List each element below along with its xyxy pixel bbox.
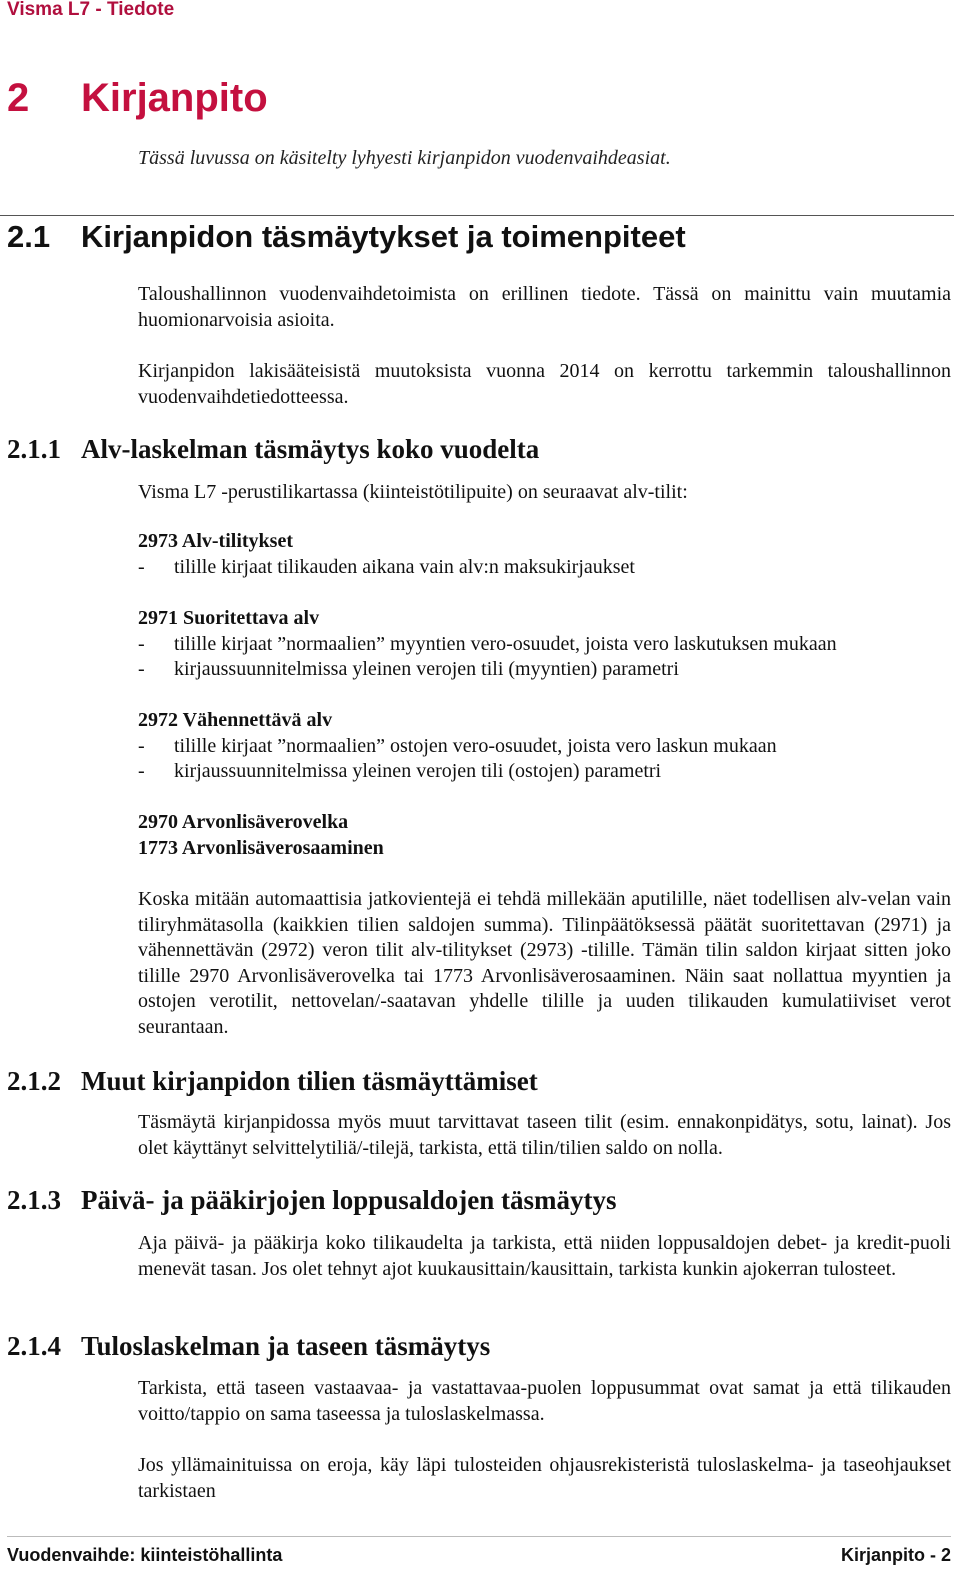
chapter-title: Kirjanpito: [81, 76, 268, 120]
subsection-heading-2-1-3: [7, 1185, 617, 1216]
section-heading: [7, 219, 686, 255]
section-number: 2.1: [7, 219, 51, 254]
bullet-dash: -: [138, 760, 145, 782]
subsection-title: Tuloslaskelman ja taseen täsmäytys: [81, 1331, 491, 1361]
running-header: Visma L7 - Tiedote: [7, 0, 175, 20]
subsection-title: Päivä- ja pääkirjojen loppusaldojen täsmäytys: [81, 1185, 617, 1215]
list-item: [138, 633, 837, 656]
bullet-dash: -: [138, 633, 145, 655]
subsection-title: Alv-laskelman täsmäytys koko vuodelta: [81, 434, 540, 464]
bullet-dash: -: [138, 556, 145, 578]
subsection-number: 2.1.4: [7, 1331, 61, 1361]
subsection-paragraph: Tarkista, että taseen vastaavaa- ja vastattavaa-puolen loppusummat ovat samat ja että tilikauden voitto/tappio on sama taseessa ja tuloslaskelmassa.: [138, 1377, 951, 1425]
section-title: Kirjanpidon täsmäytykset ja toimenpiteet: [81, 219, 686, 254]
subsection-number: 2.1.2: [7, 1066, 61, 1096]
chapter-number: 2: [7, 76, 30, 120]
list-item: [138, 658, 679, 681]
list-item-text: kirjaussuunnitelmissa yleinen verojen tili (ostojen) parametri: [174, 760, 662, 782]
chapter-heading: [7, 76, 268, 121]
footer-divider: [7, 1536, 951, 1537]
section-paragraph-1: Taloushallinnon vuodenvaihdetoimista on erillinen tiedote. Tässä on mainittu vain muutamia huomionarvoisia asioita.: [138, 283, 951, 331]
subsection-heading-2-1-1: [7, 434, 539, 465]
bullet-dash: -: [138, 658, 145, 680]
subsection-heading-2-1-2: [7, 1066, 538, 1097]
subsection-heading-2-1-4: [7, 1331, 490, 1362]
subsection-intro: Visma L7 -perustilikartassa (kiinteistötilipuite) on seuraavat alv-tilit:: [138, 481, 688, 503]
page-number: Kirjanpito - 2: [840, 1545, 951, 1565]
subsection-number: 2.1.1: [7, 434, 61, 464]
subsection-number: 2.1.3: [7, 1185, 61, 1215]
list-item-text: tilille kirjaat ”normaalien” myyntien vero-osuudet, joista vero laskutuksen mukaan: [174, 633, 837, 655]
subsection-paragraph: Jos yllämainituissa on eroja, käy läpi tulosteiden ohjausrekisteristä tuloslaskelma- ja taseohjaukset tarkistaen: [138, 1454, 951, 1502]
chapter-intro: Tässä luvussa on käsitelty lyhyesti kirjanpidon vuodenvaihdeasiat.: [138, 147, 671, 169]
section-divider: [0, 215, 954, 216]
list-item-text: tilille kirjaat ”normaalien” ostojen vero-osuudet, joista vero laskun mukaan: [174, 735, 777, 757]
subsection-paragraph: Täsmäytä kirjanpidossa myös muut tarvittavat taseen tilit (esim. ennakonpidätys, sotu, lainat). Jos olet käyttänyt selvittelytiliä/-tilejä, tarkista, että tilin/tilien saldo on nolla.: [138, 1111, 951, 1159]
account-title: 2973 Alv-tilitykset: [138, 530, 293, 552]
list-item-text: kirjaussuunnitelmissa yleinen verojen tili (myyntien) parametri: [174, 658, 679, 680]
list-item: [138, 556, 635, 579]
account-title: 2970 Arvonlisäverovelka: [138, 811, 349, 833]
list-item-text: tilille kirjaat tilikauden aikana vain alv:n maksukirjaukset: [174, 556, 635, 578]
list-item: [138, 735, 777, 758]
account-title: 2971 Suoritettava alv: [138, 607, 320, 629]
subsection-paragraph: Aja päivä- ja pääkirja koko tilikaudelta ja tarkista, että niiden loppusaldojen debet- ja kredit-puoli menevät tasan. Jos olet tehnyt ajot kuukausittain/kausittain, tarkista kunkin ajokerran tulosteet.: [138, 1232, 951, 1280]
bullet-dash: -: [138, 735, 145, 757]
list-item: [138, 760, 661, 783]
account-title: 2972 Vähennettävä alv: [138, 709, 333, 731]
subsection-title: Muut kirjanpidon tilien täsmäyttämiset: [81, 1066, 538, 1096]
section-paragraph-2: Kirjanpidon lakisääteisistä muutoksista vuonna 2014 on kerrottu tarkemmin taloushallinnon vuodenvaihdetiedotteessa.: [138, 360, 951, 408]
subsection-paragraph: Koska mitään automaattisia jatkovientejä ei tehdä millekään aputilille, näet todellisen alv-velan vain tiliryhmätasolla (kaikkien tilien saldojen summa). Tilinpäätöksessä päätät suoritettavan (2971) ja vähennettävän (2972) veron tilit alv-tilitykset (2973) -tilille. Tämän tilin saldon kirjaat sitten joko tilille 2970 Arvonlisäverovelka tai 1773 Arvonlisäverosaaminen. Näin saat nollattua myyntien ja ostojen verotilit, nettovelan/-saatavan yhdelle tilille ja uuden tilikauden kumulatiiviset verot seurantaan.: [138, 888, 951, 1038]
account-title: 1773 Arvonlisäverosaaminen: [138, 837, 384, 859]
footer-left: Vuodenvaihde: kiinteistöhallinta: [7, 1545, 283, 1565]
